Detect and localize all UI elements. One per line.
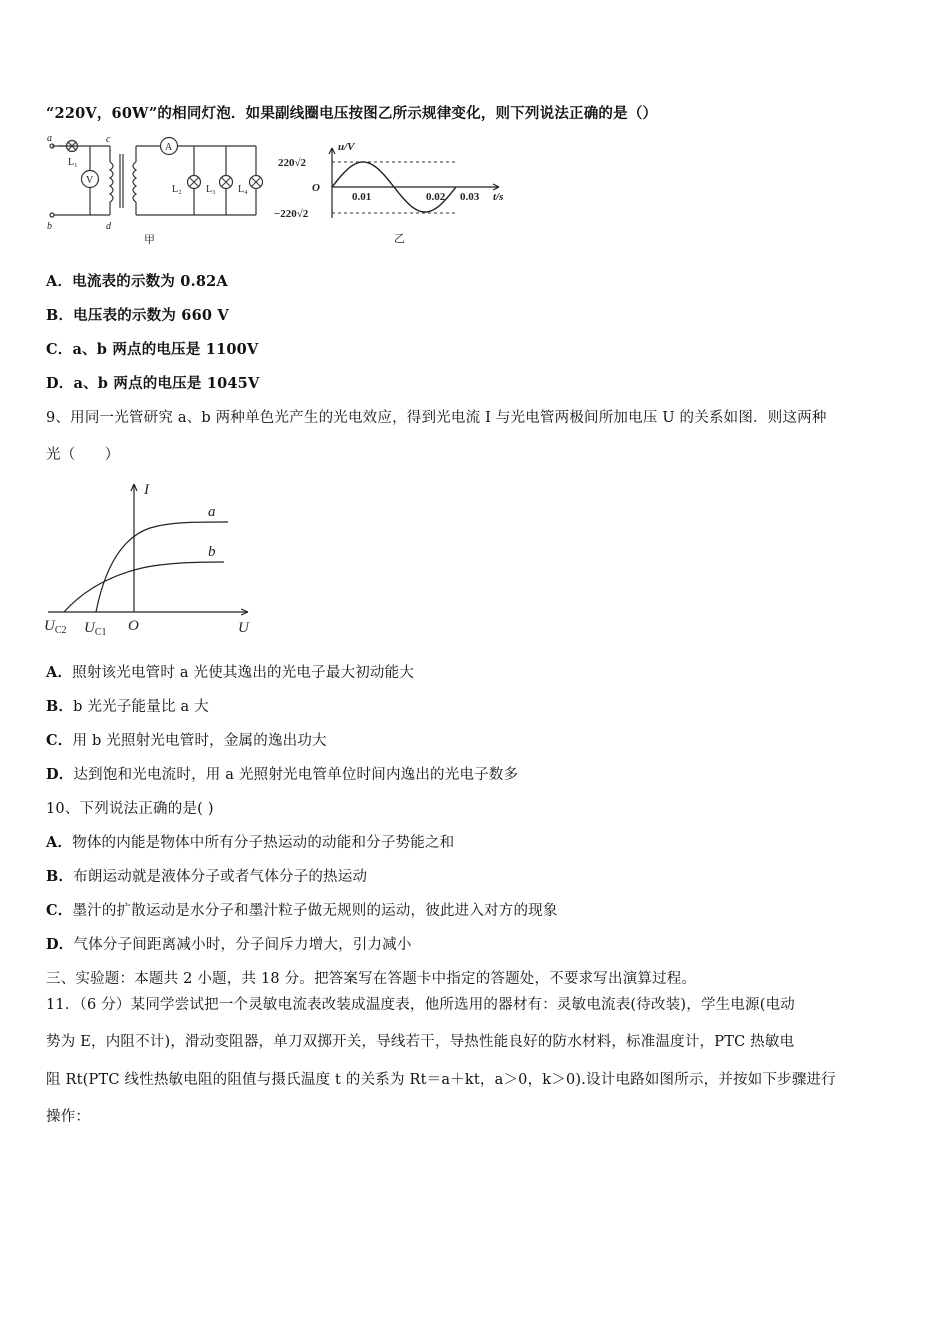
svg-text:O: O (312, 182, 320, 194)
q8-figure-jia (44, 132, 276, 248)
svg-text:乙: 乙 (394, 233, 405, 245)
svg-text:c: c (106, 134, 111, 145)
q9-option-c: C．用 b 光照射光电管时，金属的逸出功大 (46, 732, 327, 749)
svg-text:a: a (208, 504, 216, 520)
svg-text:0.01: 0.01 (352, 191, 372, 203)
q8-stem: “220V，60W”的相同灯泡．如果副线圈电压按图乙所示规律变化，则下列说法正确的是（） (46, 105, 658, 122)
q9-option-a: A．照射该光电管时 a 光使其逸出的光电子最大初动能大 (46, 664, 415, 681)
svg-text:b: b (47, 221, 52, 232)
svg-text:L₁: L₁ (68, 157, 78, 168)
svg-text:O: O (128, 618, 139, 634)
section-3-heading: 三、实验题：本题共 2 小题，共 18 分。把答案写在答题卡中指定的答题处，不要求写出演算过程。 (46, 971, 697, 987)
svg-text:220√2: 220√2 (278, 157, 307, 169)
svg-text:t/s: t/s (493, 191, 504, 203)
q10-option-d: D．气体分子间距离减小时，分子间斥力增大，引力减小 (46, 936, 412, 953)
svg-text:a: a (47, 133, 52, 144)
svg-text:L₃: L₃ (206, 184, 216, 195)
q8-figure-yi (274, 136, 524, 248)
svg-text:−220√2: −220√2 (274, 208, 309, 220)
q11-line3: 阻 Rt(PTC 线性热敏电阻的阻值与摄氏温度 t 的关系为 Rt＝a＋kt，a＞0，k＞0).设计电路如图所示，并按如下步骤进行 (46, 1072, 836, 1088)
q10-option-a: A．物体的内能是物体中所有分子热运动的动能和分子势能之和 (46, 834, 455, 851)
svg-text:0.03: 0.03 (460, 191, 480, 203)
q10-option-b: B．布朗运动就是液体分子或者气体分子的热运动 (46, 868, 368, 885)
q8-option-b: B．电压表的示数为 660 V (46, 307, 229, 324)
curve-b (64, 562, 224, 612)
q9-option-b: B．b 光光子能量比 a 大 (46, 698, 209, 715)
q11-line4: 操作： (46, 1109, 91, 1125)
q9-stem-line1: 9、用同一光管研究 a、b 两种单色光产生的光电效应，得到光电流 I 与光电管两极间所加电压 U 的关系如图．则这两种 (46, 410, 827, 426)
svg-text:b: b (208, 544, 216, 560)
q9-option-d: D．达到饱和光电流时，用 a 光照射光电管单位时间内逸出的光电子数多 (46, 766, 519, 783)
q8-option-d: D．a、b 两点的电压是 1045V (46, 375, 260, 392)
svg-text:甲: 甲 (144, 234, 155, 246)
q8-option-c: C．a、b 两点的电压是 1100V (46, 341, 259, 358)
q9-stem-line2: 光（ ） (46, 447, 120, 463)
q10-option-c: C．墨汁的扩散运动是水分子和墨汁粒子做无规则的运动，彼此进入对方的现象 (46, 902, 558, 919)
q10-stem: 10、下列说法正确的是( ) (46, 801, 214, 817)
svg-text:UC1: $U_{C1}$ (84, 620, 107, 638)
svg-text:L₂: L₂ (172, 184, 182, 195)
svg-text:A: A (165, 142, 173, 153)
svg-text:d: d (106, 221, 111, 232)
curve-a (96, 522, 228, 612)
svg-text:V: V (86, 175, 94, 186)
svg-text:L₄: L₄ (238, 184, 248, 195)
svg-text:I: I (144, 482, 149, 498)
svg-text:U: U (238, 620, 249, 636)
svg-text:UC2: $U_{C2}$ (44, 618, 67, 636)
q11-line1: 11．（6 分）某同学尝试把一个灵敏电流表改装成温度表，他所选用的器材有：灵敏电流表(待改装)，学生电源(电动 (46, 997, 796, 1013)
svg-text:0.02: 0.02 (426, 191, 446, 203)
q9-iu-graph (42, 476, 262, 642)
svg-text:u/V: u/V (338, 141, 355, 153)
q8-option-a: A．电流表的示数为 0.82A (46, 273, 228, 290)
q11-line2: 势为 E，内阻不计)，滑动变阻器，单刀双掷开关，导线若干，导热性能良好的防水材料，标准温度计，PTC 热敏电 (46, 1034, 795, 1050)
